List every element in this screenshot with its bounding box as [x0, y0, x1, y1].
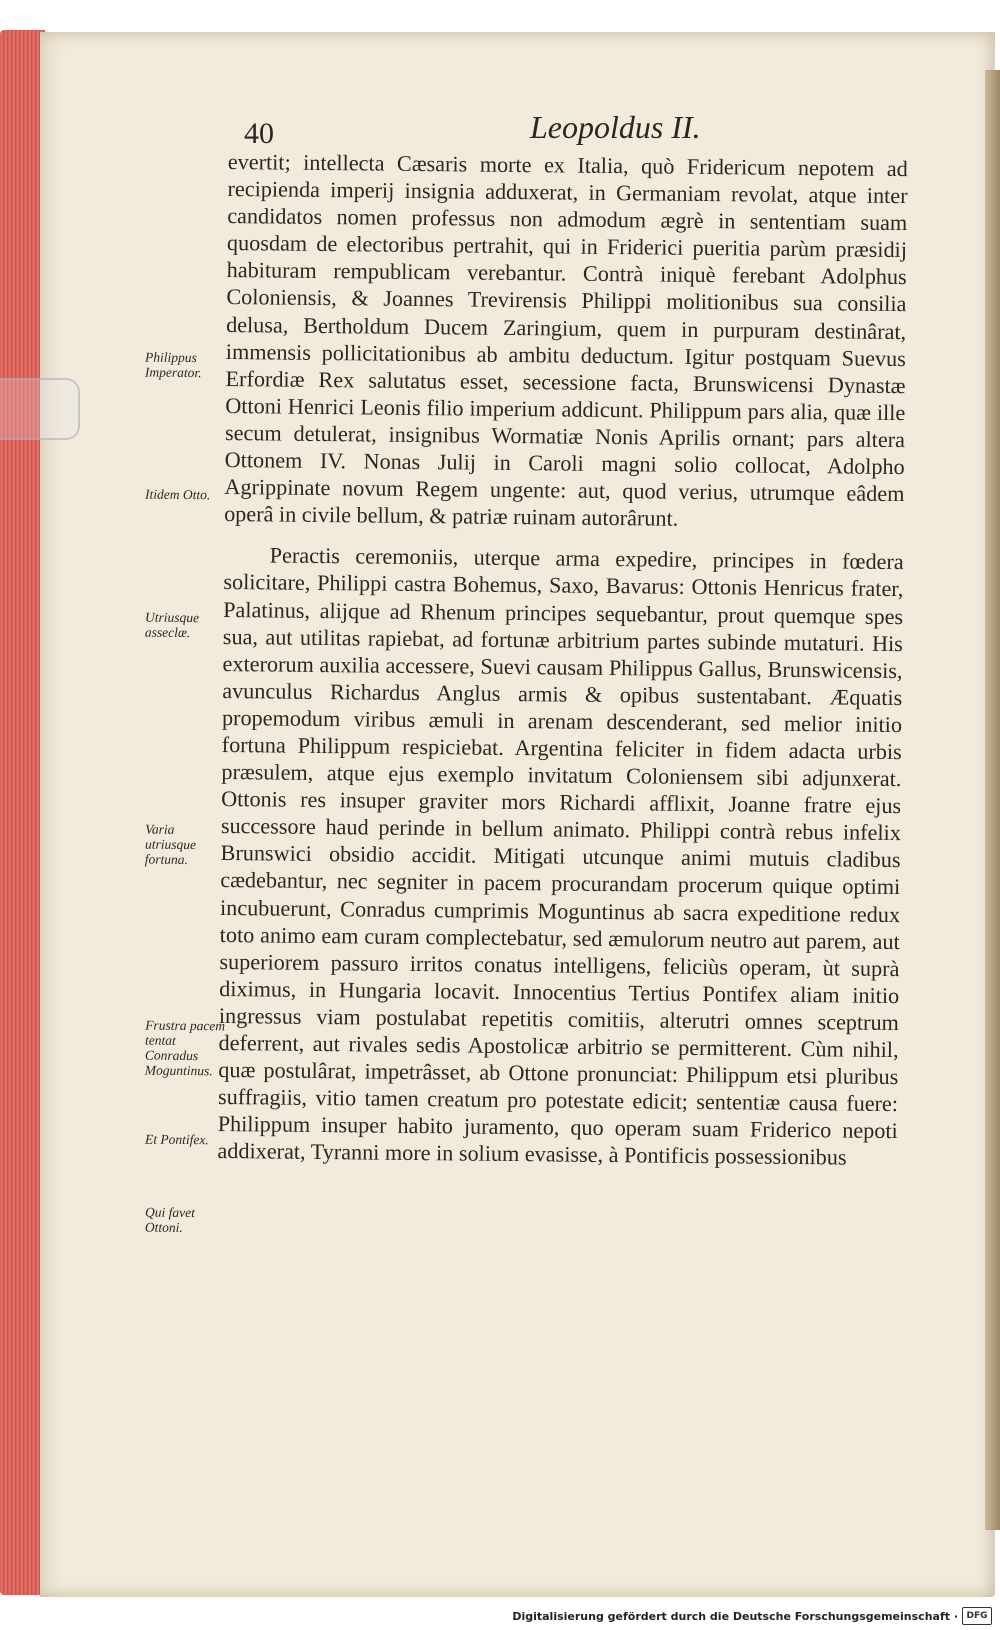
marginal-note: Itidem Otto. — [144, 486, 211, 503]
marginal-note: Qui favet Ottoni. — [144, 1204, 196, 1235]
footer-bar — [0, 1602, 1000, 1630]
paragraph: Peractis ceremoniis, uterque arma expedire, principes in fœdera solicitare, Philippi castra Bohemus, Saxo, Bavarus: Ottonis Henricus frater, Palatinus, alijque ad Rhenum principes sequebantur, prout quemque spes sua, aut utilitas rapiebat, ad fortunæ arbitrium partes subinde mutaturi. His exterorum auxilia accessere, Suevi causam Philippus Gallus, Brunswicensis, avunculus Richardus Anglus armis & opibus sustentabant. Æquatis propemodum viribus æmuli in arenam descenderant, sed melior initio fortuna Philippum respiciebat. Argentina feliciter in fidem adacta urbis præsulem, atque ejus exemplo invitatum Coloniensem sibi adjunxerat. Ottonis res insuper graviter mors Richardi afflixit, Joanne fratre ejus successore haud perinde in bellum animato. Philippi contrà rebus infelix Brunswici obsidio accidit. Mitigati utcunque animi mutuis cladibus cædebantur, nec segniter in pacem procurandam procerum quique optimi incubuerunt, Conradus cumprimis Moguntinus ab sacra expeditione redux toto animo eam curam complectebatur, sed æmulorum neutro aut parem, aut superiorem passuro irritos conatus intelligens, feliciùs operam, ùt suprà diximus, in Hungaria locavit. Innocentius Tertius Pontifex aliam initio ingressus viam postulabat repetitis comitiis, alterutri omnes sceptrum deferrent, aut rivales sedis Apostolicæ arbitrio se permitterent. Cùm nihil, quæ postulârat, impetrâsset, ab Ottone pronunciat: Philippum etsi pluribus suffragiis, vitio tamen creatum pro potestate edicit; sententiæ causa fuere: Philippum insuper habito juramento, quo operam suam Friderico nepoti addixerat, Tyranni more in solium evasisse, à Pontificis possessionibus — [217, 542, 904, 1170]
body-text — [217, 148, 908, 1172]
plastic-bookmark-tab — [0, 378, 80, 440]
page-number: 40 — [244, 117, 274, 150]
red-page-edges — [0, 30, 45, 1595]
dfg-logo: DFG — [962, 1607, 992, 1625]
marginal-note: Et Pontifex. — [144, 1131, 209, 1148]
funding-credit: Digitalisierung gefördert durch die Deutsche Forschungsgemeinschaft · — [512, 1610, 958, 1623]
running-title: Leopoldus II. — [530, 109, 701, 145]
marginal-note: Philippus Imperator. — [144, 349, 202, 381]
binding-edge — [985, 70, 1000, 1530]
marginal-note: Varia utriusque fortuna. — [144, 821, 197, 868]
marginal-note: Utriusque asseclæ. — [144, 609, 200, 641]
marginal-note: Frustra pacem tentat Conradus Moguntinus. — [144, 1017, 226, 1079]
paragraph: evertit; intellecta Cæsaris morte ex Italia, quò Fridericum nepotem ad recipienda imperij insignia adduxerat, in Germaniam revolat, atque inter candidatos nomen professus non admodum ægrè in sententiam suam quosdam de electoribus pertrahit, qui in Friderici pueritia parùm præsidij habituram rempublicam verebantur. Contrà iniquè ferebant Adolphus Coloniensis, & Joannes Trevirensis Philippi molitionibus sua consilia delusa, Bertholdum Ducem Zaringium, quem in purpuram destinârat, immensis pollicitationibus ab ambitu deductum. Igitur postquam Suevus Erfordiæ Rex salutatus esset, secessione facta, Brunswicensi Dynastæ Ottoni Henrici Leonis filio imperium addicunt. Philippum pars alia, quæ ille secum detulerat, insignibus Wormatiæ Nonis Aprilis ornant; pars altera Ottonem IV. Nonas Julij in Caroli magni solio collocat, Adolpho Agrippinate novum Regem ungente: aut, quod verius, utrumque eâdem operâ in civile bellum, & patriæ ruinam autorârunt. — [224, 148, 908, 531]
page-header — [240, 105, 900, 155]
